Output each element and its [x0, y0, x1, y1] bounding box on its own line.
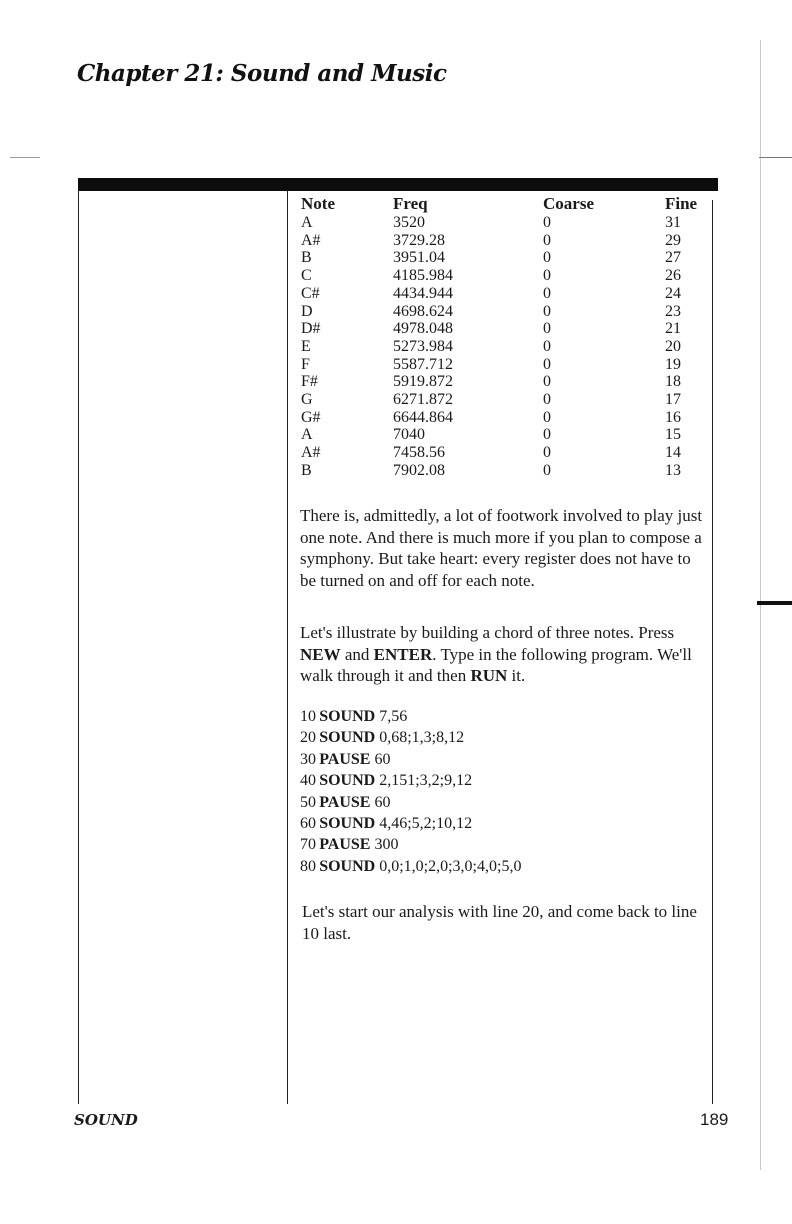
- cell-freq: 4698.624: [393, 302, 453, 320]
- cell-freq: 7458.56: [393, 444, 445, 462]
- cell-freq: 3951.04: [393, 249, 445, 267]
- table-row: [301, 462, 713, 480]
- thumb-index-tab: [757, 601, 792, 605]
- col-header-note: Note: [301, 194, 335, 213]
- cell-note: F#: [301, 373, 318, 391]
- cell-coarse: 0: [543, 426, 551, 444]
- program-line: [300, 749, 521, 770]
- cell-coarse: 0: [543, 320, 551, 338]
- cell-freq: 5273.984: [393, 337, 453, 355]
- cell-coarse: 0: [543, 249, 551, 267]
- cell-freq: 7040: [393, 426, 425, 444]
- table-row: [301, 426, 713, 444]
- line-number: 40: [300, 772, 316, 790]
- paragraph-analysis: Let's start our analysis with line 20, and come back to line 10 last.: [302, 902, 697, 943]
- table-row: [301, 214, 713, 232]
- margin-divider: [10, 157, 40, 158]
- keyword-run: RUN: [470, 666, 508, 685]
- cell-note: G: [301, 391, 313, 409]
- cell-fine: 26: [665, 267, 681, 285]
- program-line: [300, 834, 521, 855]
- cell-fine: 20: [665, 337, 681, 355]
- cell-freq: 6271.872: [393, 391, 453, 409]
- table-row: [301, 409, 713, 427]
- table-row: [301, 267, 713, 285]
- note-frequency-table: [301, 194, 713, 480]
- cell-freq: 7902.08: [393, 461, 445, 479]
- cell-note: A: [301, 214, 313, 231]
- cell-fine: 27: [665, 249, 681, 267]
- cell-freq: 5919.872: [393, 373, 453, 391]
- cell-fine: 21: [665, 320, 681, 338]
- program-args: 60: [374, 750, 391, 768]
- table-row: [301, 373, 713, 391]
- cell-freq: 4978.048: [393, 320, 453, 338]
- program-args: 4,46;5,2;10,12: [379, 815, 473, 833]
- cell-note: F: [301, 355, 310, 373]
- top-rule: [78, 178, 718, 191]
- cell-fine: 31: [665, 214, 681, 231]
- cell-fine: 29: [665, 231, 681, 249]
- cell-coarse: 0: [543, 373, 551, 391]
- program-command: SOUND: [319, 857, 376, 875]
- program-args: 2,151;3,2;9,12: [379, 772, 473, 790]
- cell-fine: 16: [665, 408, 681, 426]
- col-header-fine: Fine: [665, 194, 698, 213]
- program-command: PAUSE: [319, 750, 371, 768]
- cell-freq: 6644.864: [393, 408, 453, 426]
- cell-fine: 24: [665, 284, 681, 302]
- paragraph-footwork: There is, admittedly, a lot of footwork involved to play just one note. And there is much more if you plan to compose a symphony. But take heart: every register does not have to be turned on and off for each note.: [300, 506, 703, 590]
- left-column-rule: [78, 190, 79, 1104]
- cell-note: A#: [301, 444, 321, 462]
- program-line: [300, 813, 521, 834]
- program-line: [300, 727, 521, 748]
- keyword-new: NEW: [300, 644, 341, 664]
- program-command: PAUSE: [319, 836, 371, 854]
- cell-coarse: 0: [543, 391, 551, 409]
- chapter-title: Chapter 21: Sound and Music: [77, 60, 447, 87]
- cell-fine: 18: [665, 373, 681, 391]
- col-header-coarse: Coarse: [543, 194, 594, 213]
- cell-coarse: 0: [543, 408, 551, 426]
- line-number: 80: [300, 857, 316, 875]
- table-row: [301, 320, 713, 338]
- program-command: SOUND: [319, 729, 376, 747]
- cell-fine: 17: [665, 391, 681, 409]
- para2-text-and: and: [340, 644, 374, 664]
- program-command: SOUND: [319, 772, 376, 790]
- paragraph-chord-intro: [300, 622, 708, 687]
- cell-coarse: 0: [543, 461, 551, 479]
- page-number: 189: [700, 1110, 729, 1129]
- line-number: 70: [300, 836, 316, 854]
- program-line: [300, 856, 521, 877]
- cell-freq: 3520: [393, 214, 425, 231]
- footer-section-label: SOUND: [74, 1111, 138, 1129]
- program-args: 0,0;1,0;2,0;3,0;4,0;5,0: [379, 857, 522, 875]
- cell-fine: 23: [665, 302, 681, 320]
- cell-coarse: 0: [543, 302, 551, 320]
- table-header-row: [301, 194, 713, 214]
- table-row: [301, 285, 713, 303]
- page-edge-tick: [759, 157, 792, 158]
- cell-note: C: [301, 267, 312, 285]
- program-args: 60: [374, 793, 391, 811]
- cell-fine: 19: [665, 355, 681, 373]
- cell-note: B: [301, 461, 312, 479]
- program-args: 0,68;1,3;8,12: [379, 729, 465, 747]
- table-row: [301, 232, 713, 250]
- cell-freq: 3729.28: [393, 231, 445, 249]
- cell-fine: 13: [665, 461, 681, 479]
- col-header-freq: Freq: [393, 194, 428, 213]
- line-number: 10: [300, 708, 316, 725]
- program-command: SOUND: [319, 708, 376, 725]
- program-line: [300, 706, 521, 727]
- table-row: [301, 356, 713, 374]
- table-row: [301, 338, 713, 356]
- program-args: 7,56: [379, 708, 408, 725]
- cell-coarse: 0: [543, 267, 551, 285]
- cell-freq: 5587.712: [393, 355, 453, 373]
- cell-note: C#: [301, 284, 320, 302]
- cell-fine: 14: [665, 444, 681, 462]
- table-row: [301, 249, 713, 267]
- cell-coarse: 0: [543, 355, 551, 373]
- line-number: 50: [300, 793, 316, 811]
- cell-note: B: [301, 249, 312, 267]
- program-line: [300, 770, 521, 791]
- program-command: PAUSE: [319, 793, 371, 811]
- cell-freq: 4185.984: [393, 267, 453, 285]
- cell-note: E: [301, 337, 311, 355]
- mid-column-rule: [287, 190, 288, 1104]
- line-number: 30: [300, 750, 316, 768]
- table-row: [301, 391, 713, 409]
- program-line: [300, 792, 521, 813]
- cell-note: G#: [301, 408, 321, 426]
- line-number: 20: [300, 729, 316, 747]
- cell-note: D#: [301, 320, 321, 338]
- program-command: SOUND: [319, 815, 376, 833]
- cell-note: A: [301, 426, 313, 444]
- para2-text-start: Let's illustrate by building a chord of three notes. Press: [300, 623, 675, 642]
- cell-note: D: [301, 302, 313, 320]
- cell-coarse: 0: [543, 231, 551, 249]
- cell-coarse: 0: [543, 214, 551, 231]
- program-args: 300: [374, 836, 399, 854]
- line-number: 60: [300, 815, 316, 833]
- cell-coarse: 0: [543, 337, 551, 355]
- cell-coarse: 0: [543, 444, 551, 462]
- cell-coarse: 0: [543, 284, 551, 302]
- cell-fine: 15: [665, 426, 681, 444]
- cell-note: A#: [301, 231, 321, 249]
- table-row: [301, 444, 713, 462]
- table-row: [301, 303, 713, 321]
- cell-freq: 4434.944: [393, 284, 453, 302]
- keyword-enter: ENTER: [373, 644, 433, 664]
- page-edge-line: [760, 40, 761, 1170]
- para2-text-end: it.: [507, 666, 526, 685]
- program-listing: [300, 706, 521, 877]
- para2-text-mid: . Type in the following program. We'll walk through it and then: [300, 644, 692, 685]
